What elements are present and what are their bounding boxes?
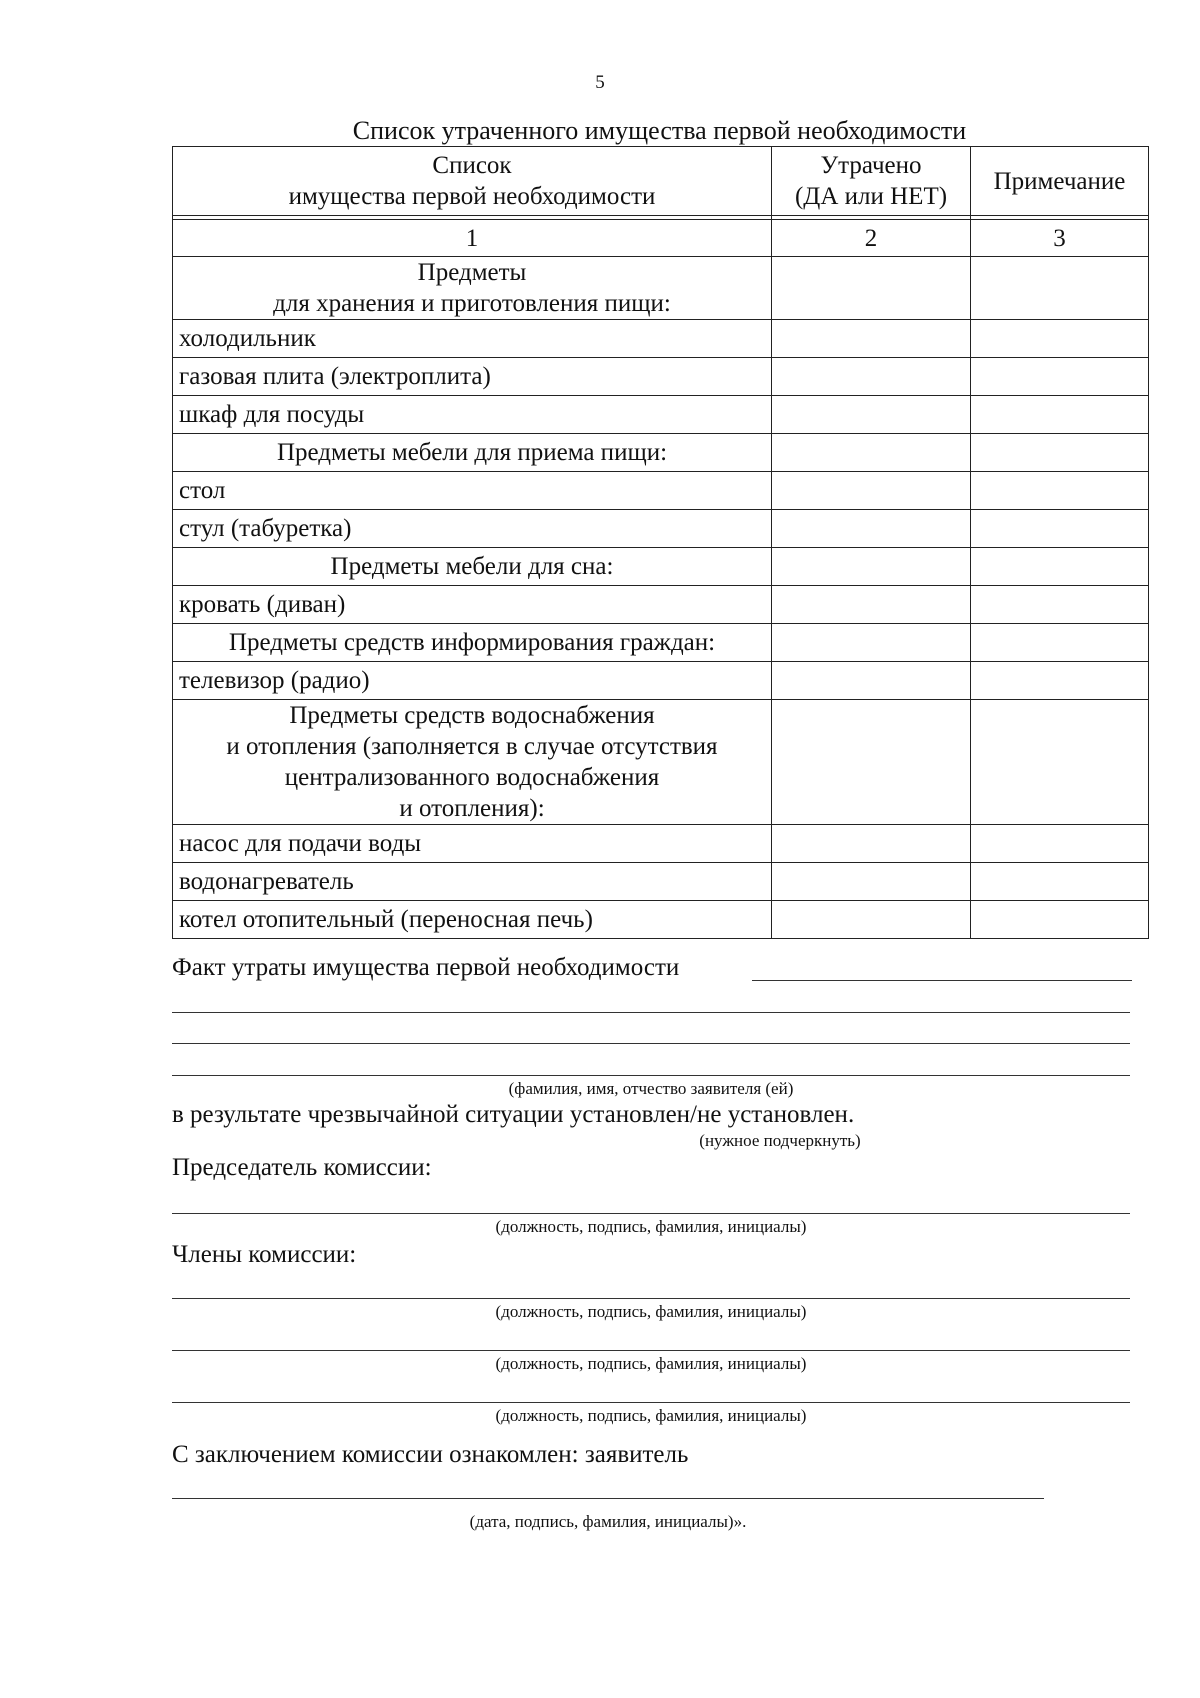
category-row (173, 434, 1149, 472)
note-cell[interactable] (971, 434, 1149, 472)
cell-line: Предметы мебели для сна: (330, 553, 614, 580)
column-number: 2 (772, 220, 971, 257)
item-row (173, 510, 1149, 548)
category-row (173, 624, 1149, 662)
item-name (173, 825, 772, 863)
note-cell[interactable] (971, 472, 1149, 510)
item-row (173, 358, 1149, 396)
acquainted-label: С заключением комиссии ознакомлен: заявитель (172, 1441, 689, 1468)
category-row (173, 257, 1149, 320)
cell-line: шкаф для посуды (179, 401, 365, 428)
result-text: в результате чрезвычайной ситуации установлен/не установлен. (172, 1101, 855, 1128)
category-name (173, 624, 772, 662)
note-cell[interactable] (971, 257, 1149, 320)
item-row (173, 396, 1149, 434)
note-cell[interactable] (971, 863, 1149, 901)
lost-cell[interactable] (772, 320, 971, 358)
fact-input-line[interactable] (172, 1075, 1130, 1076)
note-cell[interactable] (971, 510, 1149, 548)
cell-line: стул (табуретка) (179, 515, 352, 542)
note-cell[interactable] (971, 396, 1149, 434)
header-line: имущества первой необходимости (288, 183, 656, 210)
item-name (173, 586, 772, 624)
lost-cell[interactable] (772, 510, 971, 548)
note-cell[interactable] (971, 548, 1149, 586)
header-note (971, 147, 1149, 216)
cell-line: газовая плита (электроплита) (179, 363, 491, 390)
page-title: Список утраченного имущества первой необходимости (352, 116, 967, 145)
item-name (173, 320, 772, 358)
lost-cell[interactable] (772, 257, 971, 320)
note-cell[interactable] (971, 825, 1149, 863)
item-name (173, 662, 772, 700)
lost-cell[interactable] (772, 586, 971, 624)
note-cell[interactable] (971, 624, 1149, 662)
category-name (173, 548, 772, 586)
cell-line: холодильник (179, 325, 316, 352)
item-name (173, 863, 772, 901)
cell-line: насос для подачи воды (179, 830, 422, 857)
cell-line: Предметы средств информирования граждан: (228, 629, 716, 656)
category-name (173, 700, 772, 825)
lost-cell[interactable] (772, 548, 971, 586)
lost-cell[interactable] (772, 863, 971, 901)
item-name (173, 472, 772, 510)
header-line: (ДА или НЕТ) (794, 183, 948, 210)
category-name (173, 434, 772, 472)
category-row (173, 700, 1149, 825)
note-cell[interactable] (971, 662, 1149, 700)
cell-line: и отопления (заполняется в случае отсутствия (226, 733, 718, 760)
note-cell[interactable] (971, 358, 1149, 396)
fact-input-line[interactable] (172, 1043, 1130, 1044)
lost-cell[interactable] (772, 624, 971, 662)
item-row (173, 825, 1149, 863)
header-list (173, 147, 772, 216)
member-signature-line[interactable] (172, 1350, 1130, 1351)
signature-hint: (должность, подпись, фамилия, инициалы) (495, 1406, 807, 1425)
note-cell[interactable] (971, 586, 1149, 624)
item-name (173, 396, 772, 434)
member-signature-line[interactable] (172, 1402, 1130, 1403)
column-number: 3 (971, 220, 1149, 257)
header-line: Список (432, 152, 512, 179)
applicant-signature-line[interactable] (172, 1498, 1044, 1499)
lost-cell[interactable] (772, 825, 971, 863)
signature-hint: (должность, подпись, фамилия, инициалы) (495, 1217, 807, 1236)
applicant-hint: (фамилия, имя, отчество заявителя (ей) (508, 1079, 794, 1098)
item-row (173, 586, 1149, 624)
cell-line: телевизор (радио) (179, 667, 370, 694)
note-cell[interactable] (971, 320, 1149, 358)
chairman-label: Председатель комиссии: (172, 1154, 432, 1181)
lost-cell[interactable] (772, 700, 971, 825)
fact-input-line[interactable] (172, 1012, 1130, 1013)
lost-property-table (172, 146, 1149, 939)
note-cell[interactable] (971, 901, 1149, 939)
page-number: 5 (595, 72, 605, 93)
fact-label: Факт утраты имущества первой необходимости (172, 954, 680, 981)
signature-hint: (должность, подпись, фамилия, инициалы) (495, 1354, 807, 1373)
item-row (173, 320, 1149, 358)
cell-line: Предметы мебели для приема пищи: (276, 439, 668, 466)
column-number-row (173, 220, 1149, 257)
item-row (173, 662, 1149, 700)
cell-line: Предметы средств водоснабжения (289, 702, 655, 729)
note-cell[interactable] (971, 700, 1149, 825)
cell-line: Предметы (417, 259, 527, 286)
cell-line: кровать (диван) (179, 591, 346, 618)
chairman-signature-line[interactable] (172, 1213, 1130, 1214)
cell-line: водонагреватель (179, 868, 354, 895)
cell-line: стол (179, 477, 226, 504)
header-lost (772, 147, 971, 216)
member-signature-line[interactable] (172, 1298, 1130, 1299)
item-name (173, 901, 772, 939)
category-name (173, 257, 772, 320)
item-row (173, 472, 1149, 510)
item-row (173, 863, 1149, 901)
cell-line: котел отопительный (переносная печь) (179, 906, 593, 933)
table-header-row (173, 147, 1149, 216)
header-line: Примечание (993, 167, 1126, 195)
lost-cell[interactable] (772, 901, 971, 939)
header-line: Утрачено (820, 152, 922, 179)
cell-line: централизованного водоснабжения (284, 764, 660, 791)
lost-cell[interactable] (772, 434, 971, 472)
underline-hint: (нужное подчеркнуть) (699, 1131, 861, 1150)
cell-line: для хранения и приготовления пищи: (273, 290, 671, 317)
signature-hint: (должность, подпись, фамилия, инициалы) (495, 1302, 807, 1321)
item-name (173, 358, 772, 396)
members-label: Члены комиссии: (172, 1241, 357, 1268)
column-number: 1 (173, 220, 772, 257)
lost-cell[interactable] (772, 358, 971, 396)
item-row (173, 901, 1149, 939)
fact-input-line[interactable] (752, 980, 1132, 981)
lost-cell[interactable] (772, 662, 971, 700)
lost-cell[interactable] (772, 472, 971, 510)
item-name (173, 510, 772, 548)
lost-cell[interactable] (772, 396, 971, 434)
cell-line: и отопления): (399, 795, 545, 822)
applicant-signature-hint: (дата, подпись, фамилия, инициалы)». (469, 1512, 747, 1531)
category-row (173, 548, 1149, 586)
